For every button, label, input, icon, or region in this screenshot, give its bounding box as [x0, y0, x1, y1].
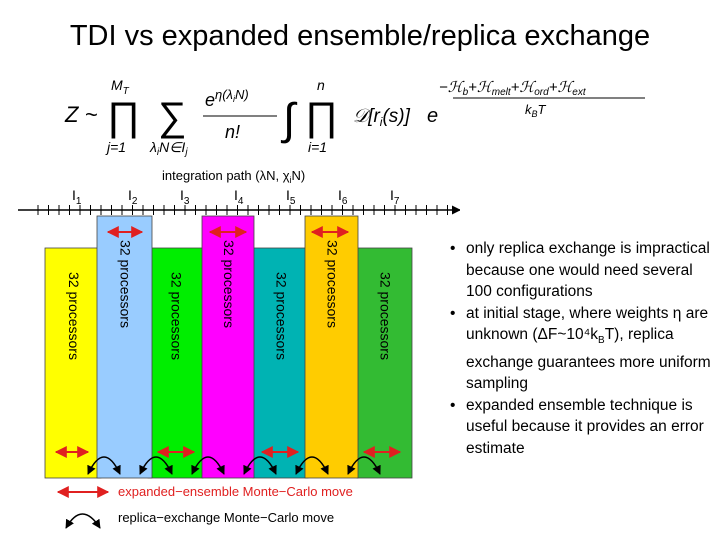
processor-block-label: 32 processors [324, 240, 341, 328]
formula-prod2-upper: n [317, 77, 325, 93]
formula-frac1-den: n! [225, 122, 241, 142]
bullet-item: • at initial stage, where weights η are unknown $(\Delta F\sim 10^4k_BT)$, replica exchange guarantees more uniform sampling [448, 303, 718, 395]
bullet-list [448, 238, 718, 459]
formula-integral: ∫ [283, 95, 296, 144]
processor-block-label: 32 processors [377, 272, 394, 360]
interval-label: $I_7$ [390, 187, 400, 207]
integration-path-label: integration path (λN, $\chi_iN$) [162, 168, 306, 185]
processor-diagram [0, 160, 460, 540]
formula-exponent-num: −ℋ$_b$+ℋ$_{melt}$+ℋ$_{ord}$+ℋ$_{ext}$ [439, 79, 586, 98]
processor-block-label: 32 processors [168, 272, 185, 360]
legend [58, 484, 353, 528]
formula-prod-lower: j=1 [107, 139, 127, 155]
formula-sum-symbol: ∑ [158, 95, 187, 139]
interval-label: $I_1$ [72, 187, 82, 207]
formula-measure: $𝒟[r_i(s)]$ [353, 106, 410, 129]
formula-frac1-num: $e^{\eta(\lambda}iN$) [205, 87, 249, 110]
bullet-item: • expanded ensemble technique is useful because it provides an error estimate [448, 395, 718, 460]
interval-label: $I_6$ [338, 187, 348, 207]
processor-block-label: 32 processors [221, 240, 237, 328]
partition-function-formula [55, 72, 655, 162]
formula-sim: ~ [85, 102, 98, 127]
interval-label: $I_4$ [234, 187, 244, 207]
interval-label: $I_3$ [180, 187, 190, 207]
processor-block [148, 248, 203, 478]
processor-block-label: 32 processors [66, 272, 82, 360]
formula-prod2-symbol: ∏ [305, 95, 338, 139]
slide-title: TDI vs expanded ensemble/replica exchange [69, 20, 651, 52]
processor-block-label: 32 processors [117, 240, 134, 328]
formula-exponent-den: $k_BT$ [525, 102, 546, 119]
processor-block [305, 216, 358, 478]
legend-replica-label: replica−exchange Monte−Carlo move [118, 510, 335, 525]
interval-labels [72, 187, 400, 207]
formula-boltz-e: e [427, 105, 439, 127]
processor-block-label: 32 processors [273, 272, 290, 360]
legend-expanded-label: expanded−ensemble Monte−Carlo move [118, 484, 353, 499]
processor-block [357, 248, 412, 478]
interval-label: $I_2$ [128, 187, 138, 207]
formula-prod-upper: $M_T$ [111, 77, 129, 97]
processor-block [202, 216, 254, 478]
processor-block [97, 216, 152, 478]
interval-label: $I_5$ [286, 187, 296, 207]
bullet-item: • only replica exchange is impractical because one would need several 100 configurations [448, 238, 718, 303]
legend-replica-arrow [66, 514, 100, 528]
processor-block [253, 248, 308, 478]
formula-prod2-lower: i=1 [308, 139, 328, 155]
formula-sum-lower: $\lambda_iN\in I_j$ [150, 139, 188, 158]
processor-block [45, 248, 101, 478]
processor-blocks [45, 216, 412, 478]
formula-z: Z [65, 102, 79, 127]
formula-prod-symbol: ∏ [107, 95, 140, 139]
